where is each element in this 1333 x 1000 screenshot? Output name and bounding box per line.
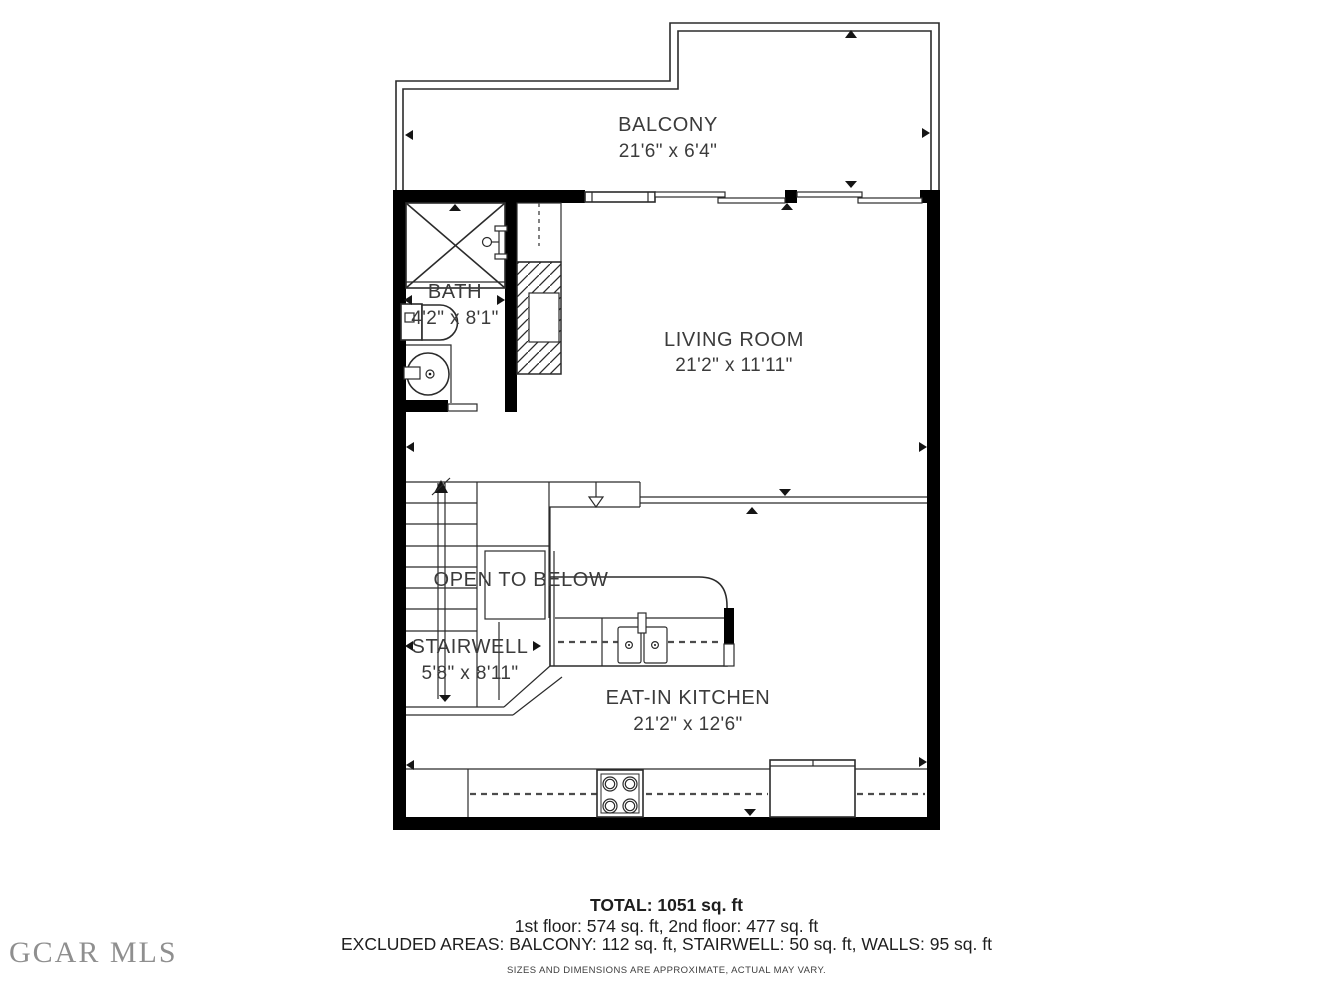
kitchen-dims: 21'2" x 12'6" xyxy=(633,714,743,735)
loft-railing xyxy=(640,497,927,503)
kitchen-label: EAT-IN KITCHEN xyxy=(605,687,771,709)
bath-dims: 4'2" x 8'1" xyxy=(411,308,499,329)
bath-door xyxy=(448,404,477,411)
stairwell-dims: 5'8" x 8'11" xyxy=(421,663,519,684)
refrigerator xyxy=(770,760,855,817)
faucet-icon xyxy=(638,613,646,633)
balcony-outline xyxy=(396,23,939,190)
disclaimer-text: SIZES AND DIMENSIONS ARE APPROXIMATE, ACTUAL MAY VARY. xyxy=(507,965,826,976)
balcony-window xyxy=(585,192,655,202)
balcony-dims: 21'6" x 6'4" xyxy=(618,141,718,162)
balcony-label: BALCONY xyxy=(618,114,718,136)
living-room-dims: 21'2" x 11'11" xyxy=(675,355,793,376)
peninsula-end-wall xyxy=(724,608,734,644)
stair-down-landing xyxy=(549,482,640,507)
living-room-label: LIVING ROOM xyxy=(664,329,804,351)
stove xyxy=(597,770,643,817)
stair-up-arrow-icon xyxy=(432,478,450,495)
stair-down-arrow-icon xyxy=(589,497,603,507)
mls-logo: GCAR MLS xyxy=(9,936,178,969)
excluded-areas-text: EXCLUDED AREAS: BALCONY: 112 sq. ft, STAIRWELL: 50 sq. ft, WALLS: 95 sq. ft xyxy=(340,934,992,954)
total-area-text: TOTAL: 1051 sq. ft xyxy=(590,895,743,915)
open-to-below-label: OPEN TO BELOW xyxy=(433,569,609,591)
floor-areas-text: 1st floor: 574 sq. ft, 2nd floor: 477 sq. ft xyxy=(514,916,819,936)
stairwell-label: STAIRWELL xyxy=(411,636,529,658)
chimney-cabinet xyxy=(517,203,561,262)
stair-treads xyxy=(406,503,477,631)
bath-sink xyxy=(404,353,449,395)
peninsula-end-cap xyxy=(724,644,734,666)
chimney-hatch xyxy=(517,262,561,374)
bath-label: BATH xyxy=(427,281,483,303)
